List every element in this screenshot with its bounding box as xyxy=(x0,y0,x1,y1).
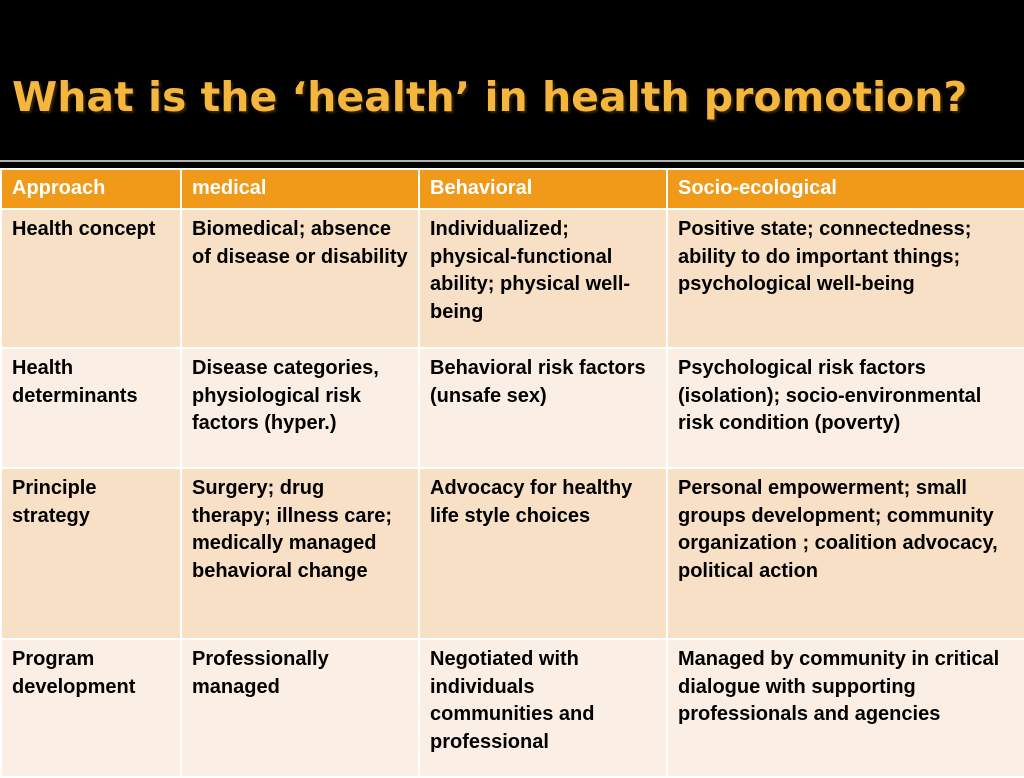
table-cell: Negotiated with individuals communities and professional xyxy=(419,639,667,777)
row-label: Program development xyxy=(1,639,181,777)
table-cell: Surgery; drug therapy; illness care; medically managed behavioral change xyxy=(181,468,419,639)
table-cell: Personal empowerment; small groups development; community organization ; coalition advocacy, political action xyxy=(667,468,1024,639)
slide-title: What is the ‘health’ in health promotion? xyxy=(12,73,968,121)
header-socio-ecological: Socio-ecological xyxy=(667,169,1024,209)
row-label: Principle strategy xyxy=(1,468,181,639)
header-medical: medical xyxy=(181,169,419,209)
table-row xyxy=(1,348,1024,468)
header-behavioral: Behavioral xyxy=(419,169,667,209)
table-row xyxy=(1,209,1024,348)
table-cell: Disease categories, physiological risk factors (hyper.) xyxy=(181,348,419,468)
table-cell: Professionally managed xyxy=(181,639,419,777)
table-cell: Individualized; physical-functional ability; physical well-being xyxy=(419,209,667,348)
row-label: Health concept xyxy=(1,209,181,348)
header-approach: Approach xyxy=(1,169,181,209)
table-row xyxy=(1,639,1024,777)
table-cell: Behavioral risk factors (unsafe sex) xyxy=(419,348,667,468)
table-cell: Psychological risk factors (isolation); socio-environmental risk condition (poverty) xyxy=(667,348,1024,468)
table-cell: Managed by community in critical dialogue with supporting professionals and agencies xyxy=(667,639,1024,777)
table-cell: Biomedical; absence of disease or disability xyxy=(181,209,419,348)
table-row xyxy=(1,468,1024,639)
table-header-row xyxy=(1,169,1024,209)
row-label: Health determinants xyxy=(1,348,181,468)
table-cell: Positive state; connectedness; ability to do important things; psychological well-being xyxy=(667,209,1024,348)
table-cell: Advocacy for healthy life style choices xyxy=(419,468,667,639)
title-divider xyxy=(0,160,1024,162)
comparison-table xyxy=(0,168,1024,778)
